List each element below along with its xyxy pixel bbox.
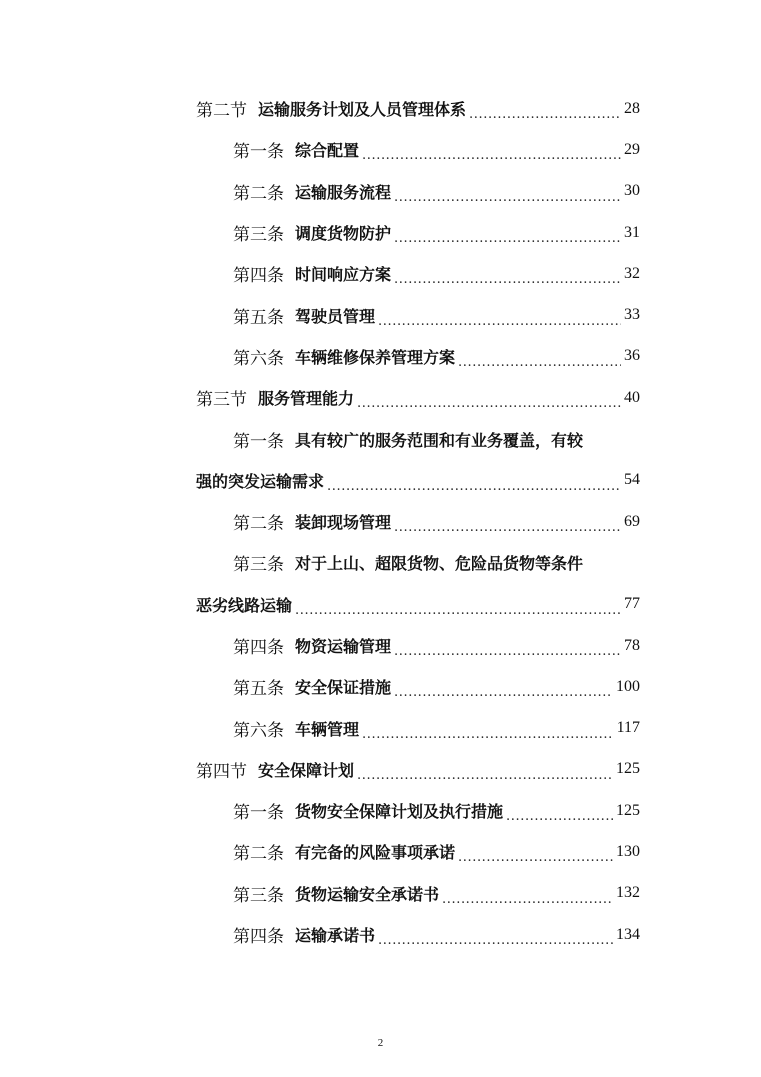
dot-leader — [362, 723, 614, 740]
toc-entry-number: 第三条 — [233, 885, 284, 906]
toc-entry-section-2[interactable] — [196, 88, 640, 129]
dot-leader — [394, 186, 621, 203]
toc-entry-title: 驾驶员管理 — [295, 306, 376, 326]
toc-entry-title: 调度货物防护 — [295, 224, 392, 244]
dot-leader — [327, 475, 621, 492]
dot-leader — [378, 310, 621, 327]
toc-entry-page: 125 — [616, 760, 640, 778]
toc-entry-page: 125 — [616, 801, 640, 819]
toc-entry-page: 117 — [616, 719, 640, 737]
dot-leader — [362, 144, 621, 161]
toc-entry-page: 28 — [624, 99, 640, 117]
toc-entry-article-line2[interactable] — [196, 584, 640, 625]
toc-entry-page: 77 — [624, 595, 640, 613]
toc-entry-page: 100 — [616, 677, 640, 695]
toc-entry-article[interactable] — [196, 914, 640, 955]
toc-entry-article[interactable] — [196, 294, 640, 335]
toc-entry-article[interactable] — [196, 707, 640, 748]
toc-entry-article-line1[interactable] — [196, 542, 640, 583]
toc-entry-title: 安全保证措施 — [295, 678, 392, 698]
toc-entry-page: 78 — [624, 636, 640, 654]
toc-entry-page: 31 — [624, 223, 640, 241]
dot-leader — [458, 351, 621, 368]
dot-leader — [295, 599, 621, 616]
toc-entry-article[interactable] — [196, 253, 640, 294]
table-of-contents — [196, 88, 640, 955]
toc-entry-article-line1[interactable] — [196, 418, 640, 459]
toc-entry-page: 33 — [624, 306, 640, 324]
toc-entry-number: 第五条 — [233, 307, 284, 328]
toc-entry-article-line2[interactable] — [196, 460, 640, 501]
dot-leader — [469, 103, 621, 120]
toc-entry-title: 车辆维修保养管理方案 — [295, 347, 456, 367]
dot-leader — [458, 846, 613, 863]
toc-entry-section-3[interactable] — [196, 377, 640, 418]
toc-entry-number: 第二条 — [233, 183, 284, 204]
toc-entry-number: 第一条 — [233, 803, 284, 824]
toc-entry-article[interactable] — [196, 666, 640, 707]
toc-entry-article[interactable] — [196, 171, 640, 212]
toc-entry-article[interactable] — [196, 129, 640, 170]
toc-entry-page: 40 — [624, 388, 640, 406]
toc-entry-number: 第二节 — [196, 101, 247, 122]
toc-entry-section-4[interactable] — [196, 749, 640, 790]
toc-entry-number: 第四条 — [233, 638, 284, 658]
toc-entry-number: 第四条 — [233, 266, 284, 287]
toc-entry-title: 运输承诺书 — [295, 926, 376, 946]
toc-entry-number: 第二条 — [233, 514, 284, 535]
dot-leader — [442, 888, 613, 905]
toc-entry-page: 132 — [616, 884, 640, 902]
toc-entry-title: 货物安全保障计划及执行措施 — [295, 802, 504, 822]
toc-entry-number: 第三条 — [233, 225, 284, 246]
toc-entry-title: 安全保障计划 — [258, 760, 355, 780]
dot-leader — [394, 681, 613, 698]
toc-entry-number: 第二条 — [233, 844, 284, 865]
dot-leader — [394, 516, 621, 533]
toc-entry-article[interactable] — [196, 336, 640, 377]
toc-entry-article[interactable] — [196, 790, 640, 831]
toc-entry-article[interactable] — [196, 501, 640, 542]
toc-entry-page: 36 — [624, 347, 640, 365]
toc-entry-title: 物资运输管理 — [295, 637, 392, 656]
toc-entry-article[interactable] — [196, 831, 640, 872]
toc-entry-title: 服务管理能力 — [258, 389, 355, 409]
toc-entry-title: 运输服务流程 — [295, 182, 392, 202]
toc-entry-title: 具有较广的服务范围和有业务覆盖，有较 — [295, 430, 584, 450]
toc-entry-page: 134 — [616, 925, 640, 943]
toc-entry-title: 有完备的风险事项承诺 — [295, 843, 456, 863]
dot-leader — [394, 640, 621, 657]
toc-entry-number: 第三条 — [233, 555, 284, 576]
dot-leader — [506, 805, 613, 822]
toc-entry-title: 货物运输安全承诺书 — [295, 884, 440, 904]
toc-entry-title-continued: 强的突发运输需求 — [196, 471, 325, 491]
toc-entry-title: 装卸现场管理 — [295, 513, 392, 533]
toc-entry-title: 车辆管理 — [295, 719, 360, 739]
toc-entry-number: 第五条 — [233, 679, 284, 700]
toc-entry-number: 第四条 — [233, 927, 284, 948]
toc-entry-title: 综合配置 — [295, 141, 360, 161]
toc-entry-page: 29 — [624, 140, 640, 158]
toc-entry-number: 第六条 — [233, 720, 284, 741]
toc-entry-number: 第六条 — [233, 348, 284, 369]
toc-entry-title: 对于上山、超限货物、危险品货物等条件 — [295, 554, 584, 574]
toc-entry-article[interactable] — [196, 212, 640, 253]
toc-entry-article[interactable] — [196, 625, 640, 666]
toc-entry-title: 运输服务计划及人员管理体系 — [258, 100, 467, 120]
toc-entry-number: 第一条 — [233, 431, 284, 452]
toc-entry-title-continued: 恶劣线路运输 — [196, 595, 293, 615]
dot-leader — [357, 764, 613, 781]
toc-entry-number: 第四节 — [196, 761, 247, 782]
toc-entry-number: 第三节 — [196, 390, 247, 411]
toc-entry-page: 69 — [624, 512, 640, 530]
dot-leader — [378, 929, 613, 946]
toc-entry-title: 时间响应方案 — [295, 265, 392, 285]
toc-entry-article[interactable] — [196, 873, 640, 914]
dot-leader — [357, 392, 621, 409]
page-number-footer: 2 — [377, 1037, 384, 1049]
toc-entry-page: 54 — [624, 471, 640, 489]
dot-leader — [394, 227, 621, 244]
toc-entry-number: 第一条 — [233, 142, 284, 163]
toc-entry-page: 30 — [624, 182, 640, 200]
dot-leader — [394, 268, 621, 285]
toc-entry-page: 130 — [616, 842, 640, 860]
toc-entry-page: 32 — [624, 264, 640, 282]
